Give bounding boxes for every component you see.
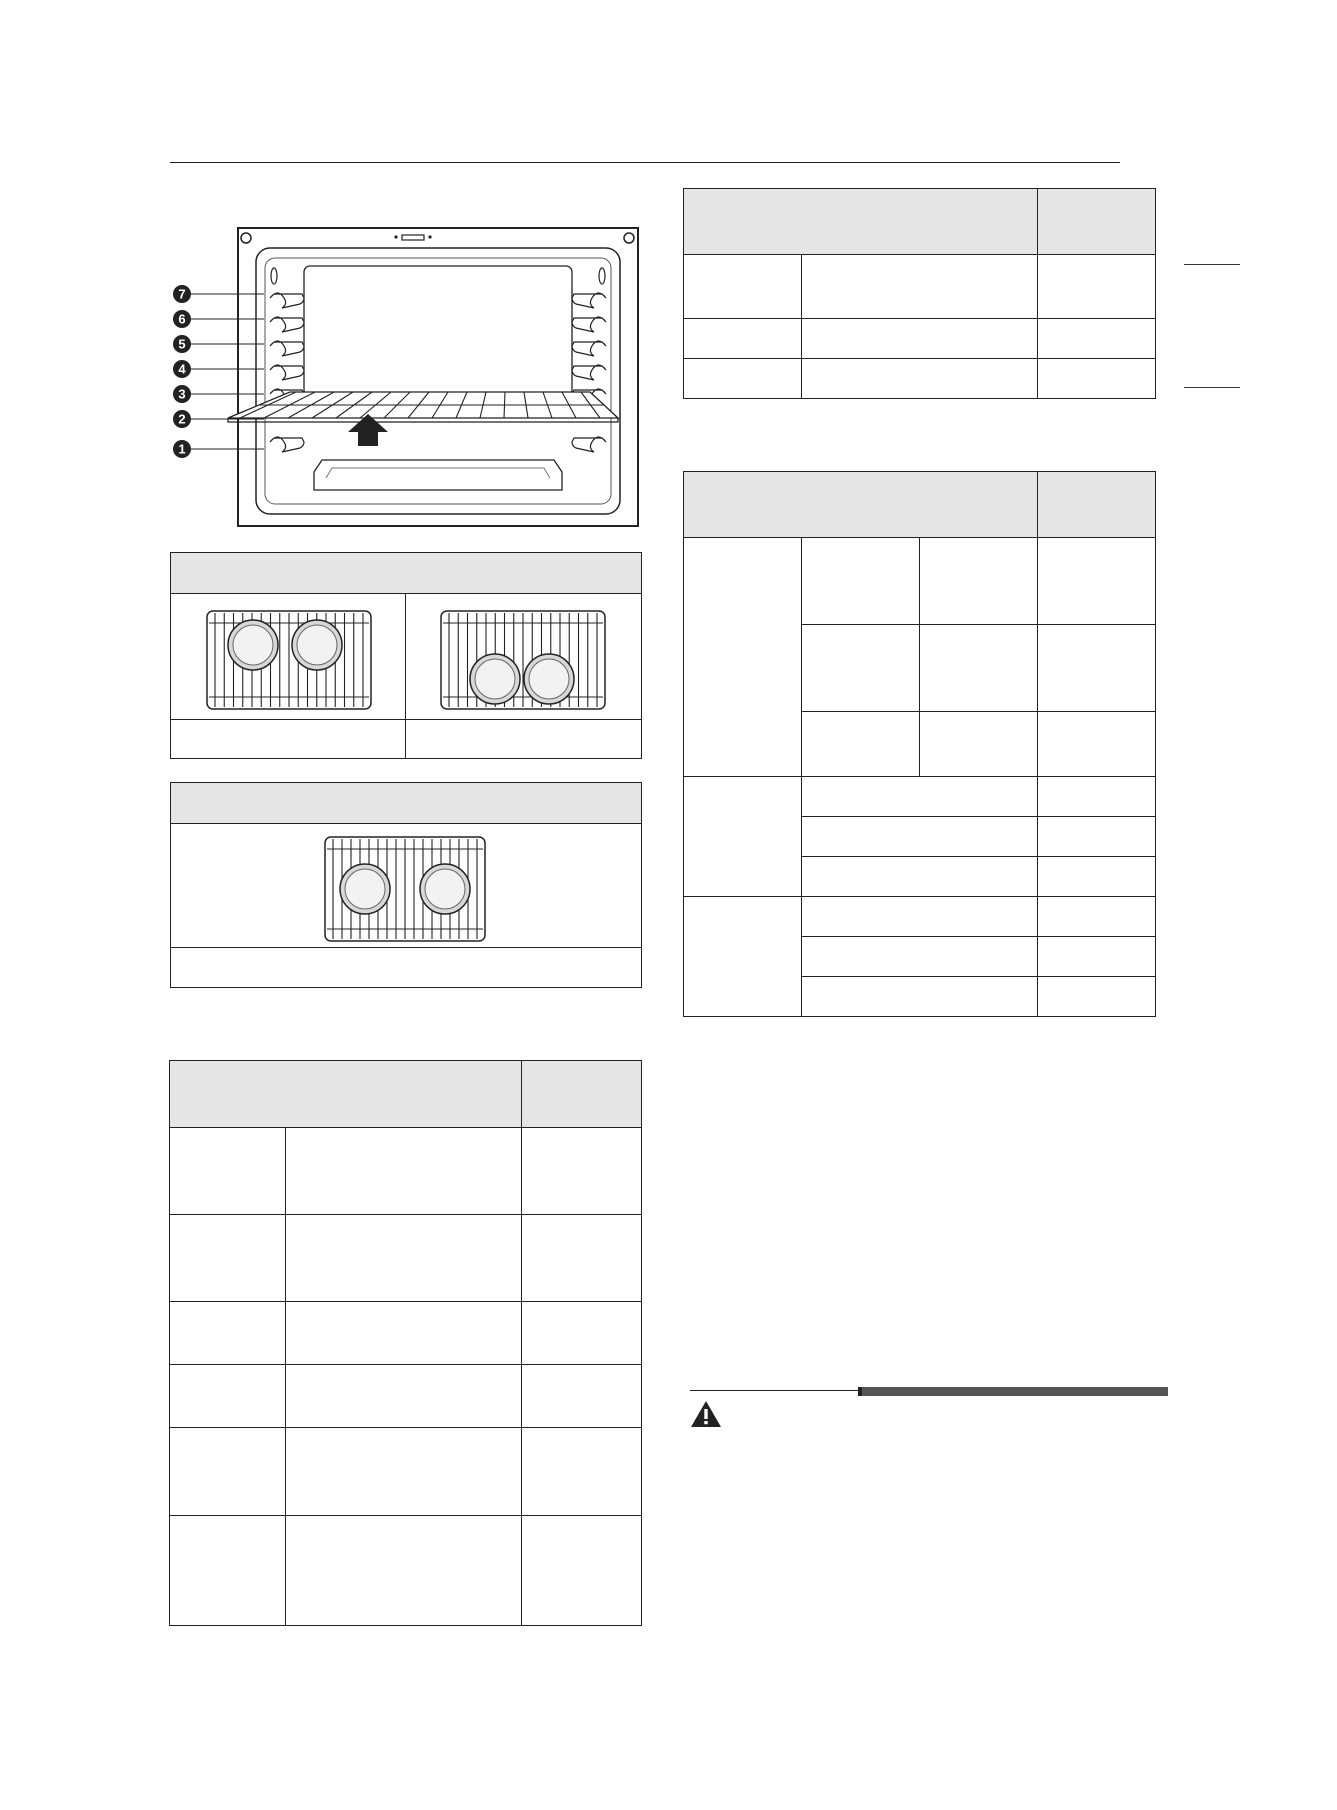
- rack-position-label: 3: [178, 386, 186, 402]
- page-top-rule: [170, 162, 1120, 163]
- table-header: [522, 1061, 642, 1128]
- placement-header: [171, 783, 641, 824]
- table-header: [684, 189, 1038, 255]
- table-header: [1038, 472, 1156, 538]
- side-tab-mark-bottom: [1184, 387, 1240, 388]
- warning-triangle-icon: [690, 1400, 722, 1428]
- caution-rule: [690, 1390, 860, 1391]
- rack-position-label: 5: [178, 336, 186, 352]
- caution-bar: [858, 1387, 1168, 1396]
- two-pan-placement-panel: [170, 552, 642, 759]
- placement-header: [171, 553, 641, 594]
- rack-position-table-left: [169, 1060, 642, 1626]
- side-tab-mark-top: [1184, 264, 1240, 265]
- table-row: [170, 1365, 642, 1428]
- rack-position-label: 7: [178, 286, 186, 302]
- placement-caption-row: [171, 947, 641, 984]
- oven-rack-positions-diagram: [170, 220, 640, 530]
- table-row: [170, 1128, 642, 1215]
- table-row: [684, 897, 1156, 937]
- table-row: [684, 538, 1156, 625]
- table-row: [684, 319, 1156, 359]
- single-rack-placement-panel: [170, 782, 642, 988]
- rack-position-table-right-top: [683, 188, 1156, 399]
- rack-pans-center-illustration: [323, 833, 489, 945]
- rack-pans-bottom-illustration: [439, 605, 609, 713]
- table-header: [170, 1061, 522, 1128]
- table-row: [170, 1215, 642, 1302]
- rack-position-table-right-middle: [683, 471, 1156, 1017]
- rack-pans-top-illustration: [205, 605, 375, 713]
- rack-position-label: 4: [178, 361, 186, 377]
- placement-caption-row: [171, 719, 641, 756]
- table-row: [170, 1302, 642, 1365]
- rack-position-label: 6: [178, 311, 186, 327]
- rack-position-label: 2: [178, 411, 186, 427]
- table-header: [1038, 189, 1156, 255]
- table-row: [170, 1428, 642, 1516]
- rack-position-label: 1: [178, 441, 186, 457]
- table-row: [170, 1516, 642, 1626]
- table-header: [684, 472, 1038, 538]
- table-row: [684, 777, 1156, 817]
- table-row: [684, 255, 1156, 319]
- table-row: [684, 359, 1156, 399]
